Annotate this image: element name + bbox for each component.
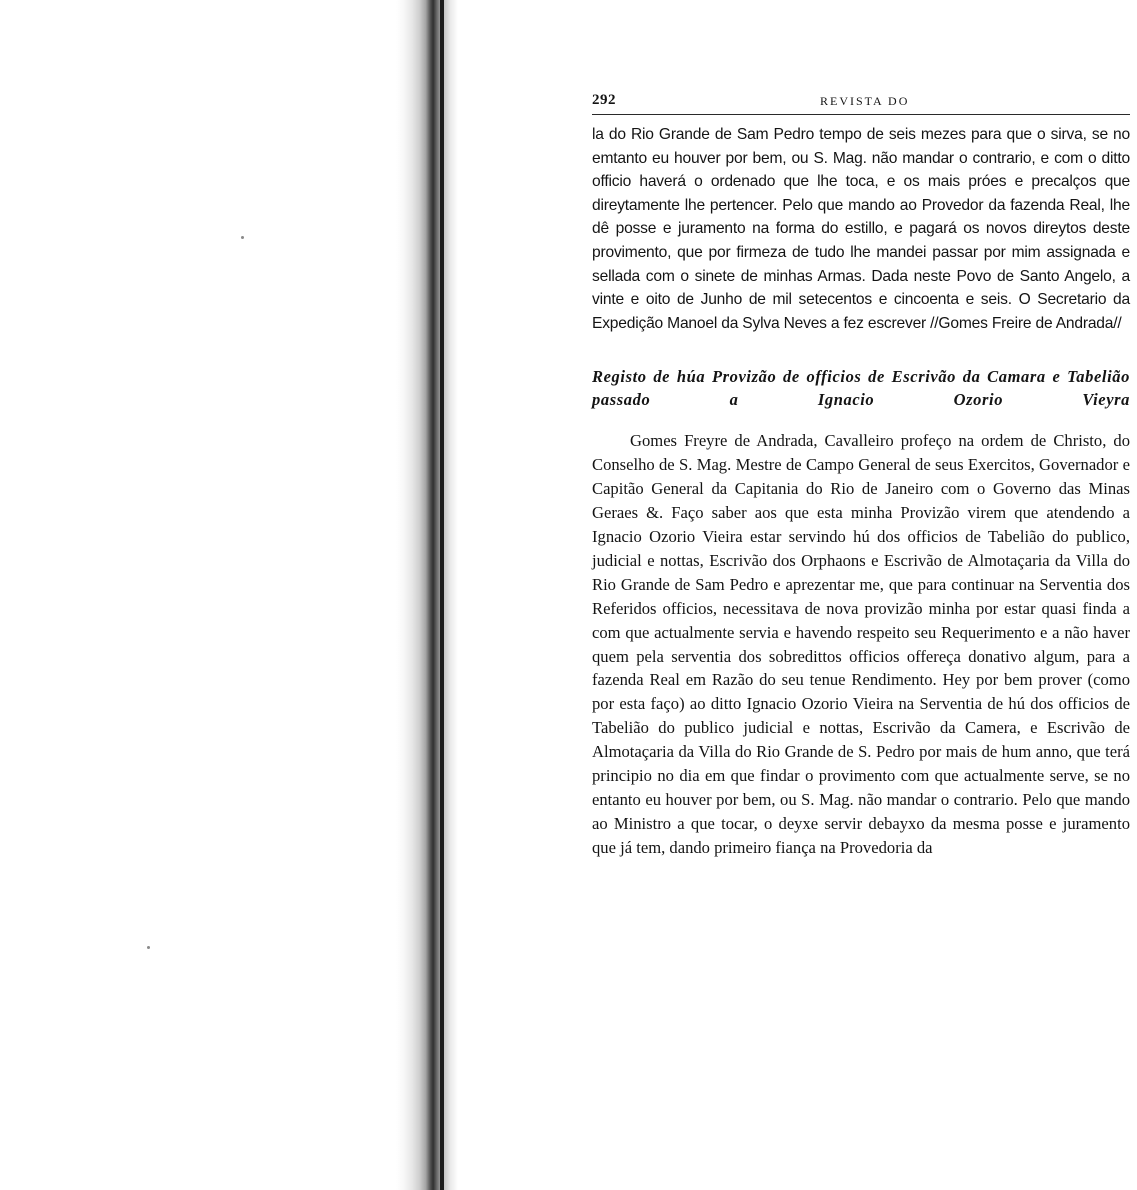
paper-speck (147, 946, 150, 949)
book-gutter (396, 0, 458, 1190)
running-head (592, 80, 1130, 110)
section-heading (592, 365, 1130, 411)
section-heading-text: Registo de húa Provizão de officios de Escrivão da Camara e Tabelião passado a Ignacio Ozorio Vieyra (592, 367, 1130, 410)
paper-speck (241, 236, 244, 239)
header-rule (592, 114, 1130, 115)
paragraph-continuation: la do Rio Grande de Sam Pedro tempo de seis mezes para que o sirva, se no emtanto eu houver por bem, ou S. Mag. não mandar o contrario, e com o ditto officio haverá o ordenado que lhe toca, e os mais próes e precalços que direytamente lhe pertencer. Pelo que mando ao Provedor da fazenda Real, lhe dê posse e juramento na forma do estillo, e pagará os novos direytos deste provimento, que por firmeza de tudo lhe mandei passar por mim assignada e sellada com o sinete de minhas Armas. Dada neste Povo de Santo Angelo, a vinte e oito de Junho de mil setecentos e cincoenta e seis. O Secretario da Expedição Manoel da Sylva Neves a fez escrever //Gomes Freire de Andrada// (592, 126, 1130, 332)
page-number: 292 (592, 92, 616, 108)
paragraph-provision: Gomes Freyre de Andrada, Cavalleiro profeço na ordem de Christo, do Conselho de S. Mag. Mestre de Campo General de seus Exercitos, Governador e Capitão General da Capitania do Rio de Janeiro com o Governo das Minas Geraes &. Faço saber aos que esta minha Provizão virem que atendendo a Ignacio Ozorio Vieira estar servindo hú dos officios de Tabelião do publico, judicial e nottas, Escrivão dos Orphaons e Escrivão de Almotaçaria da Villa do Rio Grande de Sam Pedro e aprezentar me, que para continuar na Serventia dos Referidos officios, necessitava de nova provizão minha por estar quasi finda a com que actualmente servia e havendo respeito seu Requerimento e a não haver quem pela serventia dos sobredittos officios offereça donativo algum, para a fazenda Real em Razão do seu tenue Rendimento. Hey por bem prover (como por esta faço) ao ditto Ignacio Ozorio Vieira na Serventia de hú dos officios de Tabelião do publico judicial e nottas, Escrivão da Camera, e Escrivão de Almotaçaria da Villa do Rio Grande de S. Pedro por mais de hum anno, que terá principio no dia em que findar o provimento com que actualmente serve, se no entanto eu houver por bem, ou S. Mag. não mandar o contrario. Pelo que mando ao Ministro a que tocar, o deyxe servir debayxo da mesma posse e juramento que já tem, dando primeiro fiança na Provedoria da (592, 431, 1130, 857)
binding-edge (440, 0, 444, 1190)
book-page (592, 80, 1130, 860)
running-title: REVISTA DO (820, 94, 910, 108)
